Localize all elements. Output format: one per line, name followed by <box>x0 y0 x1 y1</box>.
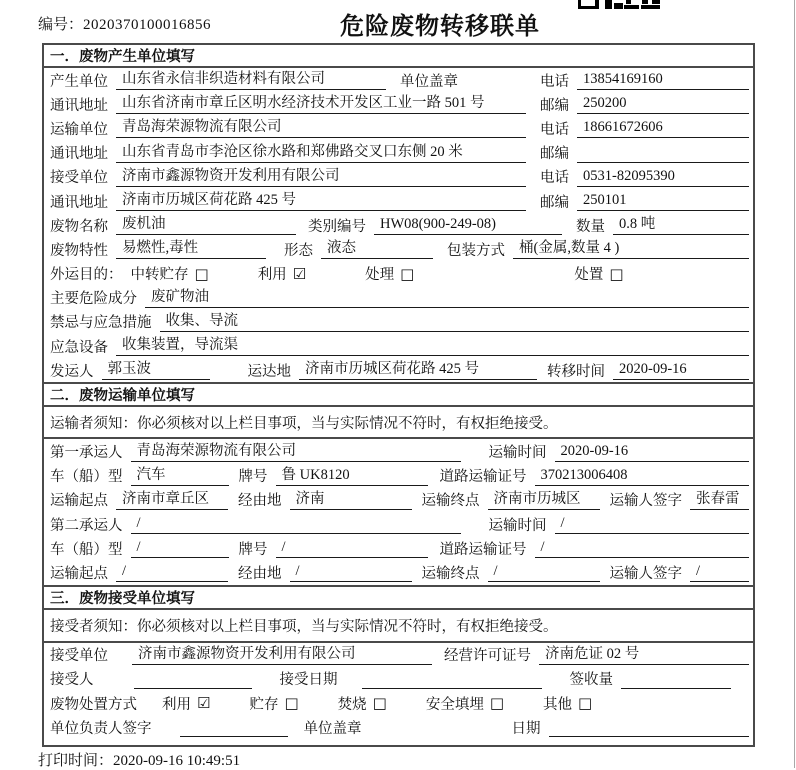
route1-start-label: 运输起点 <box>50 493 108 510</box>
row-receiver <box>44 165 753 189</box>
vehicle2-permit-label: 道路运输证号 <box>439 541 527 558</box>
row-taboo-measures <box>44 310 753 334</box>
route2-via-label: 经由地 <box>238 565 282 582</box>
receipt-qty-label: 签收量 <box>569 672 613 689</box>
waste-form-value: 液态 <box>321 239 433 259</box>
disposal-option-storage-label: 贮存 <box>249 696 279 713</box>
transporter-label: 运输单位 <box>50 121 108 138</box>
document-number-value: 2020370100016856 <box>83 17 212 33</box>
row-acceptor <box>44 667 753 691</box>
shipper-dest-value: 济南市历城区荷花路 425 号 <box>299 360 537 380</box>
purpose-option-utilize <box>258 263 306 284</box>
carrier1-label: 第一承运人 <box>50 445 123 462</box>
producer-label: 产生单位 <box>50 73 108 90</box>
receiver-address-value: 济南市历城区荷花路 425 号 <box>116 191 526 211</box>
vehicle1-permit-value: 370213006408 <box>535 466 750 486</box>
disposal-option-storage <box>249 693 298 714</box>
emergency-equipment-label: 应急设备 <box>50 339 108 356</box>
accept-date-label: 接受日期 <box>279 672 338 689</box>
route1-via-label: 经由地 <box>238 493 282 510</box>
carrier1-time-value: 2020-09-16 <box>555 442 750 462</box>
carrier2-label: 第二承运人 <box>50 517 123 534</box>
license-value: 济南危证 02 号 <box>539 645 749 665</box>
license-label: 经营许可证号 <box>444 648 531 665</box>
route2-sign-value: / <box>690 562 749 582</box>
emergency-equipment-value: 收集装置，导流渠 <box>116 336 749 356</box>
transporter-address-label: 通讯地址 <box>50 146 108 163</box>
purpose-option-dispose <box>574 263 623 284</box>
receiver-phone-label: 电话 <box>540 170 569 187</box>
route2-sign-label: 运输人签字 <box>609 565 682 582</box>
row-producer-address <box>44 92 753 116</box>
purpose-option-transfer-storage <box>131 263 209 284</box>
waste-pack-label: 包装方式 <box>447 242 505 259</box>
producer-address-value: 山东省济南市章丘区明水经济技术开发区工业一路 501 号 <box>116 94 526 114</box>
disposal-option-landfill-label: 安全填埋 <box>425 696 484 713</box>
disposal-option-utilize <box>162 693 210 714</box>
accept-unit-value: 济南市鑫源物资开发利用有限公司 <box>132 645 432 665</box>
disposal-option-other-label: 其他 <box>543 696 573 713</box>
row-purpose <box>44 262 753 286</box>
row-accept-unit <box>44 643 753 667</box>
checkbox-disposal-landfill-icon: □ <box>489 694 505 713</box>
row-disposal-method <box>44 691 753 715</box>
waste-code-value: HW08(900-249-08) <box>374 215 562 235</box>
row-route2 <box>44 560 753 584</box>
acceptor-label: 接受人 <box>50 672 94 689</box>
receiver-zip-value: 250101 <box>577 191 749 211</box>
row-waste-name <box>44 213 753 237</box>
receiver-zip-label: 邮编 <box>540 194 569 211</box>
waste-name-label: 废物名称 <box>50 218 108 235</box>
row-route1 <box>44 488 753 512</box>
producer-phone-value: 13854169160 <box>577 70 749 90</box>
waste-qty-label: 数量 <box>576 218 605 235</box>
shipper-value: 郭玉波 <box>102 360 210 380</box>
route2-start-value: / <box>116 562 228 582</box>
vehicle2-label: 车（船）型 <box>50 541 123 558</box>
receiver-label: 接受单位 <box>50 170 108 187</box>
disposal-option-incinerate-label: 焚烧 <box>337 696 367 713</box>
row-carrier2 <box>44 512 753 536</box>
purpose-option-dispose-label: 处置 <box>574 267 604 284</box>
document-number-label: 编号： <box>38 17 84 33</box>
transporter-address-value: 山东省青岛市李沧区徐水路和郑佛路交叉口东侧 20 米 <box>116 143 526 163</box>
purpose-option-treat-label: 处理 <box>365 267 395 284</box>
carrier2-time-value: / <box>555 514 750 534</box>
vehicle1-plate-value: 鲁 UK8120 <box>276 466 428 486</box>
row-carrier1 <box>44 439 753 463</box>
route1-via-value: 济南 <box>290 490 412 510</box>
purpose-option-treat <box>365 263 414 284</box>
disposal-option-other <box>543 693 592 714</box>
section3-notice: 接受者须知：你必须核对以上栏目事项，当与实际情况不符时，有权拒绝接受。 <box>44 610 753 643</box>
waste-props-value: 易燃性,毒性 <box>116 239 266 259</box>
checkbox-disposal-other-icon: □ <box>578 694 593 713</box>
waste-name-value: 废机油 <box>116 215 296 235</box>
vehicle1-permit-label: 道路运输证号 <box>439 469 527 486</box>
shipper-time-value: 2020-09-16 <box>613 360 749 380</box>
print-time-value: 2020-09-16 10:49:51 <box>113 753 241 769</box>
section3-heading: 三．废物接受单位填写 <box>44 585 753 610</box>
waste-form-label: 形态 <box>284 242 313 259</box>
page-title: 危险废物转移联单 <box>340 12 540 40</box>
row-producer <box>44 68 753 92</box>
purpose-option-utilize-label: 利用 <box>257 267 287 284</box>
checkbox-transfer-storage-icon: □ <box>194 264 209 283</box>
waste-qty-value: 0.8 吨 <box>613 215 749 235</box>
vehicle2-permit-value: / <box>535 538 750 558</box>
row-shipper <box>44 358 753 382</box>
unit-seal-label: 单位盖章 <box>303 720 362 737</box>
vehicle1-plate-label: 牌号 <box>238 469 268 486</box>
hazard-component-value: 废矿物油 <box>145 288 749 308</box>
waste-code-label: 类别编号 <box>308 218 366 235</box>
route2-end-value: / <box>488 562 600 582</box>
carrier1-value: 青岛海荣源物流有限公司 <box>131 442 461 462</box>
checkbox-disposal-storage-icon: □ <box>284 694 299 713</box>
row-vehicle2 <box>44 536 753 560</box>
vehicle1-label: 车（船）型 <box>50 469 123 486</box>
disposal-option-utilize-label: 利用 <box>162 696 191 713</box>
transporter-phone-value: 18661672606 <box>577 118 749 138</box>
sign-date-label: 日期 <box>511 720 541 737</box>
checkbox-treat-icon: □ <box>400 264 415 283</box>
disposal-option-landfill <box>426 693 504 714</box>
receipt-qty-value <box>621 669 731 689</box>
checkbox-dispose-icon: □ <box>609 264 624 283</box>
route1-end-value: 济南市历城区 <box>488 490 600 510</box>
purpose-label: 外运目的： <box>50 267 123 284</box>
row-waste-props <box>44 237 753 261</box>
vehicle2-value: / <box>131 538 229 558</box>
route1-end-label: 运输终点 <box>421 493 480 510</box>
producer-seal-label: 单位盖章 <box>400 73 458 90</box>
row-emergency-equipment <box>44 334 753 358</box>
responsible-sign-label: 单位负责人签字 <box>50 720 152 737</box>
vehicle2-plate-label: 牌号 <box>238 541 268 558</box>
transporter-zip-value <box>577 143 749 163</box>
checkbox-disposal-utilize-icon: ☑ <box>197 694 211 713</box>
section2-heading: 二．废物运输单位填写 <box>44 382 753 407</box>
row-transporter-address <box>44 141 753 165</box>
disposal-option-incinerate <box>338 693 387 714</box>
vehicle1-value: 汽车 <box>131 466 229 486</box>
checkbox-utilize-icon: ☑ <box>292 264 307 283</box>
shipper-label: 发运人 <box>50 363 94 380</box>
row-transporter <box>44 116 753 140</box>
route2-via-value: / <box>290 562 412 582</box>
checkbox-disposal-incinerate-icon: □ <box>372 694 387 713</box>
route1-sign-label: 运输人签字 <box>609 493 682 510</box>
receiver-phone-value: 0531-82095390 <box>577 167 749 187</box>
page-right-edge <box>794 0 795 768</box>
print-time <box>38 749 240 770</box>
manifest-form-table <box>42 43 755 747</box>
section1-heading: 一．废物产生单位填写 <box>44 45 753 68</box>
row-responsible-sign <box>44 715 753 739</box>
purpose-option-transfer-storage-label: 中转贮存 <box>130 267 189 284</box>
qr-code-fragment-icon <box>578 0 660 9</box>
shipper-dest-label: 运达地 <box>247 363 291 380</box>
producer-zip-label: 邮编 <box>540 97 569 114</box>
accept-unit-label: 接受单位 <box>50 648 108 665</box>
carrier2-time-label: 运输时间 <box>488 517 547 534</box>
vehicle2-plate-value: / <box>276 538 428 558</box>
disposal-method-label: 废物处置方式 <box>50 696 137 713</box>
taboo-measures-value: 收集、导流 <box>160 312 750 332</box>
route1-start-value: 济南市章丘区 <box>116 490 228 510</box>
acceptor-value <box>134 669 252 689</box>
shipper-time-label: 转移时间 <box>547 363 605 380</box>
producer-phone-label: 电话 <box>540 73 569 90</box>
producer-address-label: 通讯地址 <box>50 97 108 114</box>
responsible-sign-value <box>180 717 288 737</box>
receiver-address-label: 通讯地址 <box>50 194 108 211</box>
route2-end-label: 运输终点 <box>421 565 480 582</box>
sign-date-value <box>549 717 750 737</box>
hazard-component-label: 主要危险成分 <box>50 291 137 308</box>
transporter-phone-label: 电话 <box>540 121 569 138</box>
route2-start-label: 运输起点 <box>50 565 108 582</box>
carrier1-time-label: 运输时间 <box>488 445 547 462</box>
producer-value: 山东省永信非织造材料有限公司 <box>116 70 386 90</box>
document-number <box>38 13 211 34</box>
row-vehicle1 <box>44 464 753 488</box>
row-hazard-component <box>44 286 753 310</box>
receiver-value: 济南市鑫源物资开发利用有限公司 <box>116 167 526 187</box>
route1-sign-value: 张春雷 <box>690 490 749 510</box>
taboo-measures-label: 禁忌与应急措施 <box>50 315 152 332</box>
transporter-zip-label: 邮编 <box>540 146 569 163</box>
carrier2-value: / <box>131 514 461 534</box>
print-time-label: 打印时间： <box>38 753 114 769</box>
transporter-value: 青岛海荣源物流有限公司 <box>116 118 526 138</box>
accept-date-value <box>362 669 542 689</box>
waste-props-label: 废物特性 <box>50 242 108 259</box>
producer-zip-value: 250200 <box>577 94 749 114</box>
row-receiver-address <box>44 189 753 213</box>
section2-notice: 运输者须知：你必须核对以上栏目事项，当与实际情况不符时，有权拒绝接受。 <box>44 407 753 439</box>
waste-pack-value: 桶(金属,数量 4 ) <box>513 239 749 259</box>
